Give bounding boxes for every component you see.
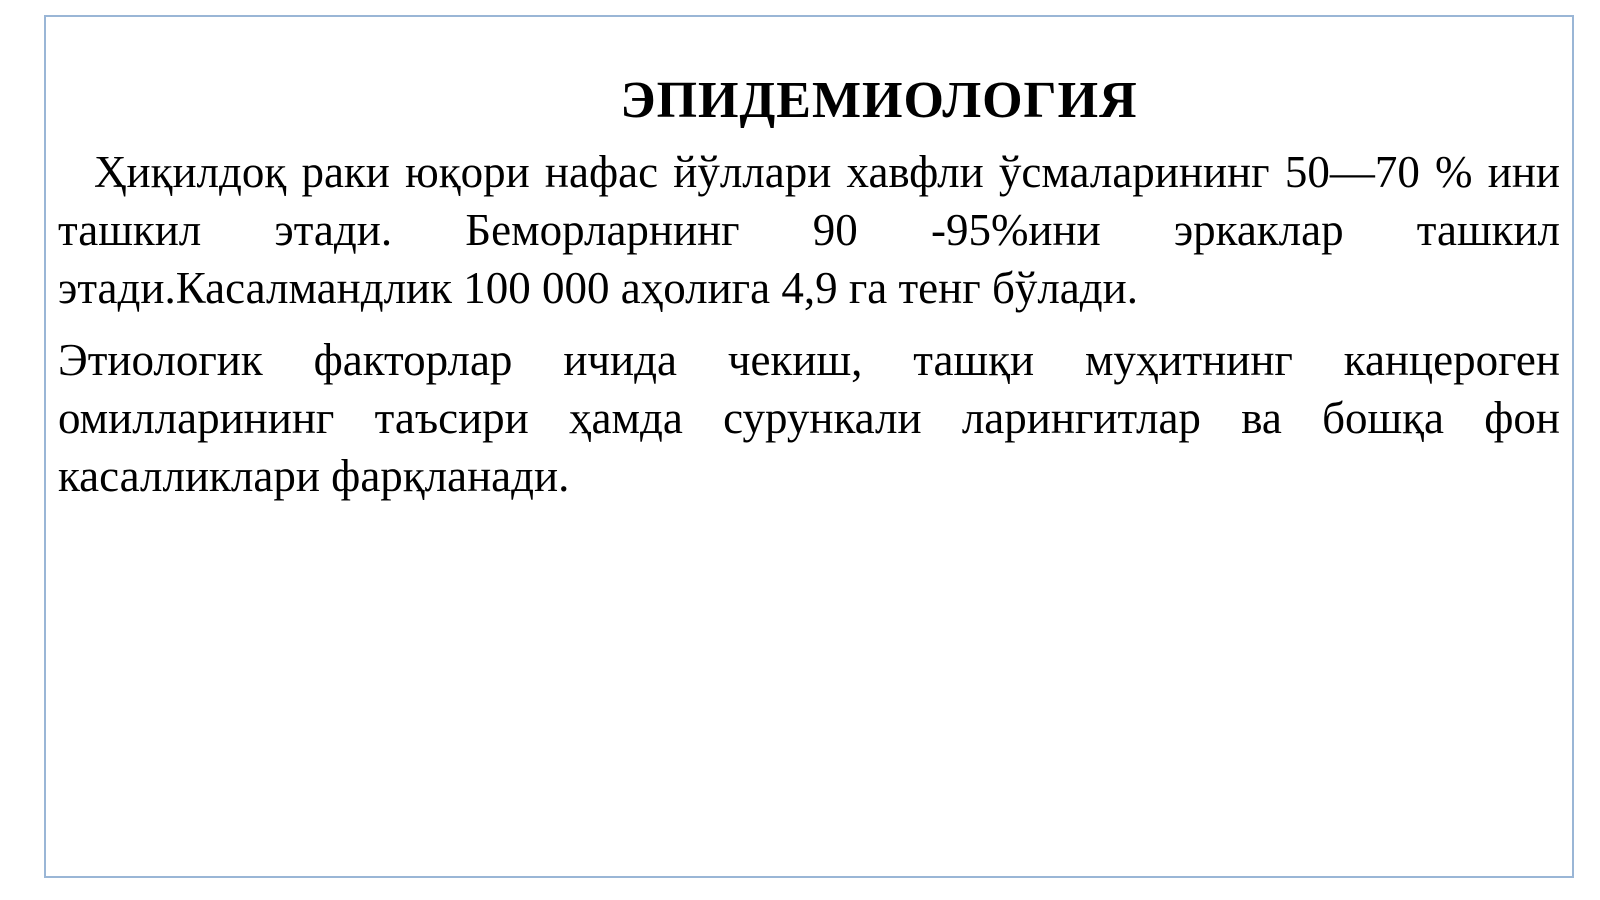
slide-body [58, 143, 1560, 505]
paragraph-epidemiology: Ҳиқилдоқ раки юқори нафас йўллари хавфли ўсмаларининг 50—70 % ини ташкил этади. Беморларнинг 90 -95%ини эркаклар ташкил этади.Касалмандлик 100 000 аҳолига 4,9 га тенг бўлади. [58, 147, 1560, 313]
paragraph-etiology: Этиологик факторлар ичида чекиш, ташқи муҳитнинг канцероген омилларининг таъсири ҳамда сурункали ларингитлар ва бошқа фон касалликлари фарқланади. [58, 335, 1560, 501]
slide-title: ЭПИДЕМИОЛОГИЯ [620, 72, 1138, 129]
slide-frame [44, 15, 1574, 878]
